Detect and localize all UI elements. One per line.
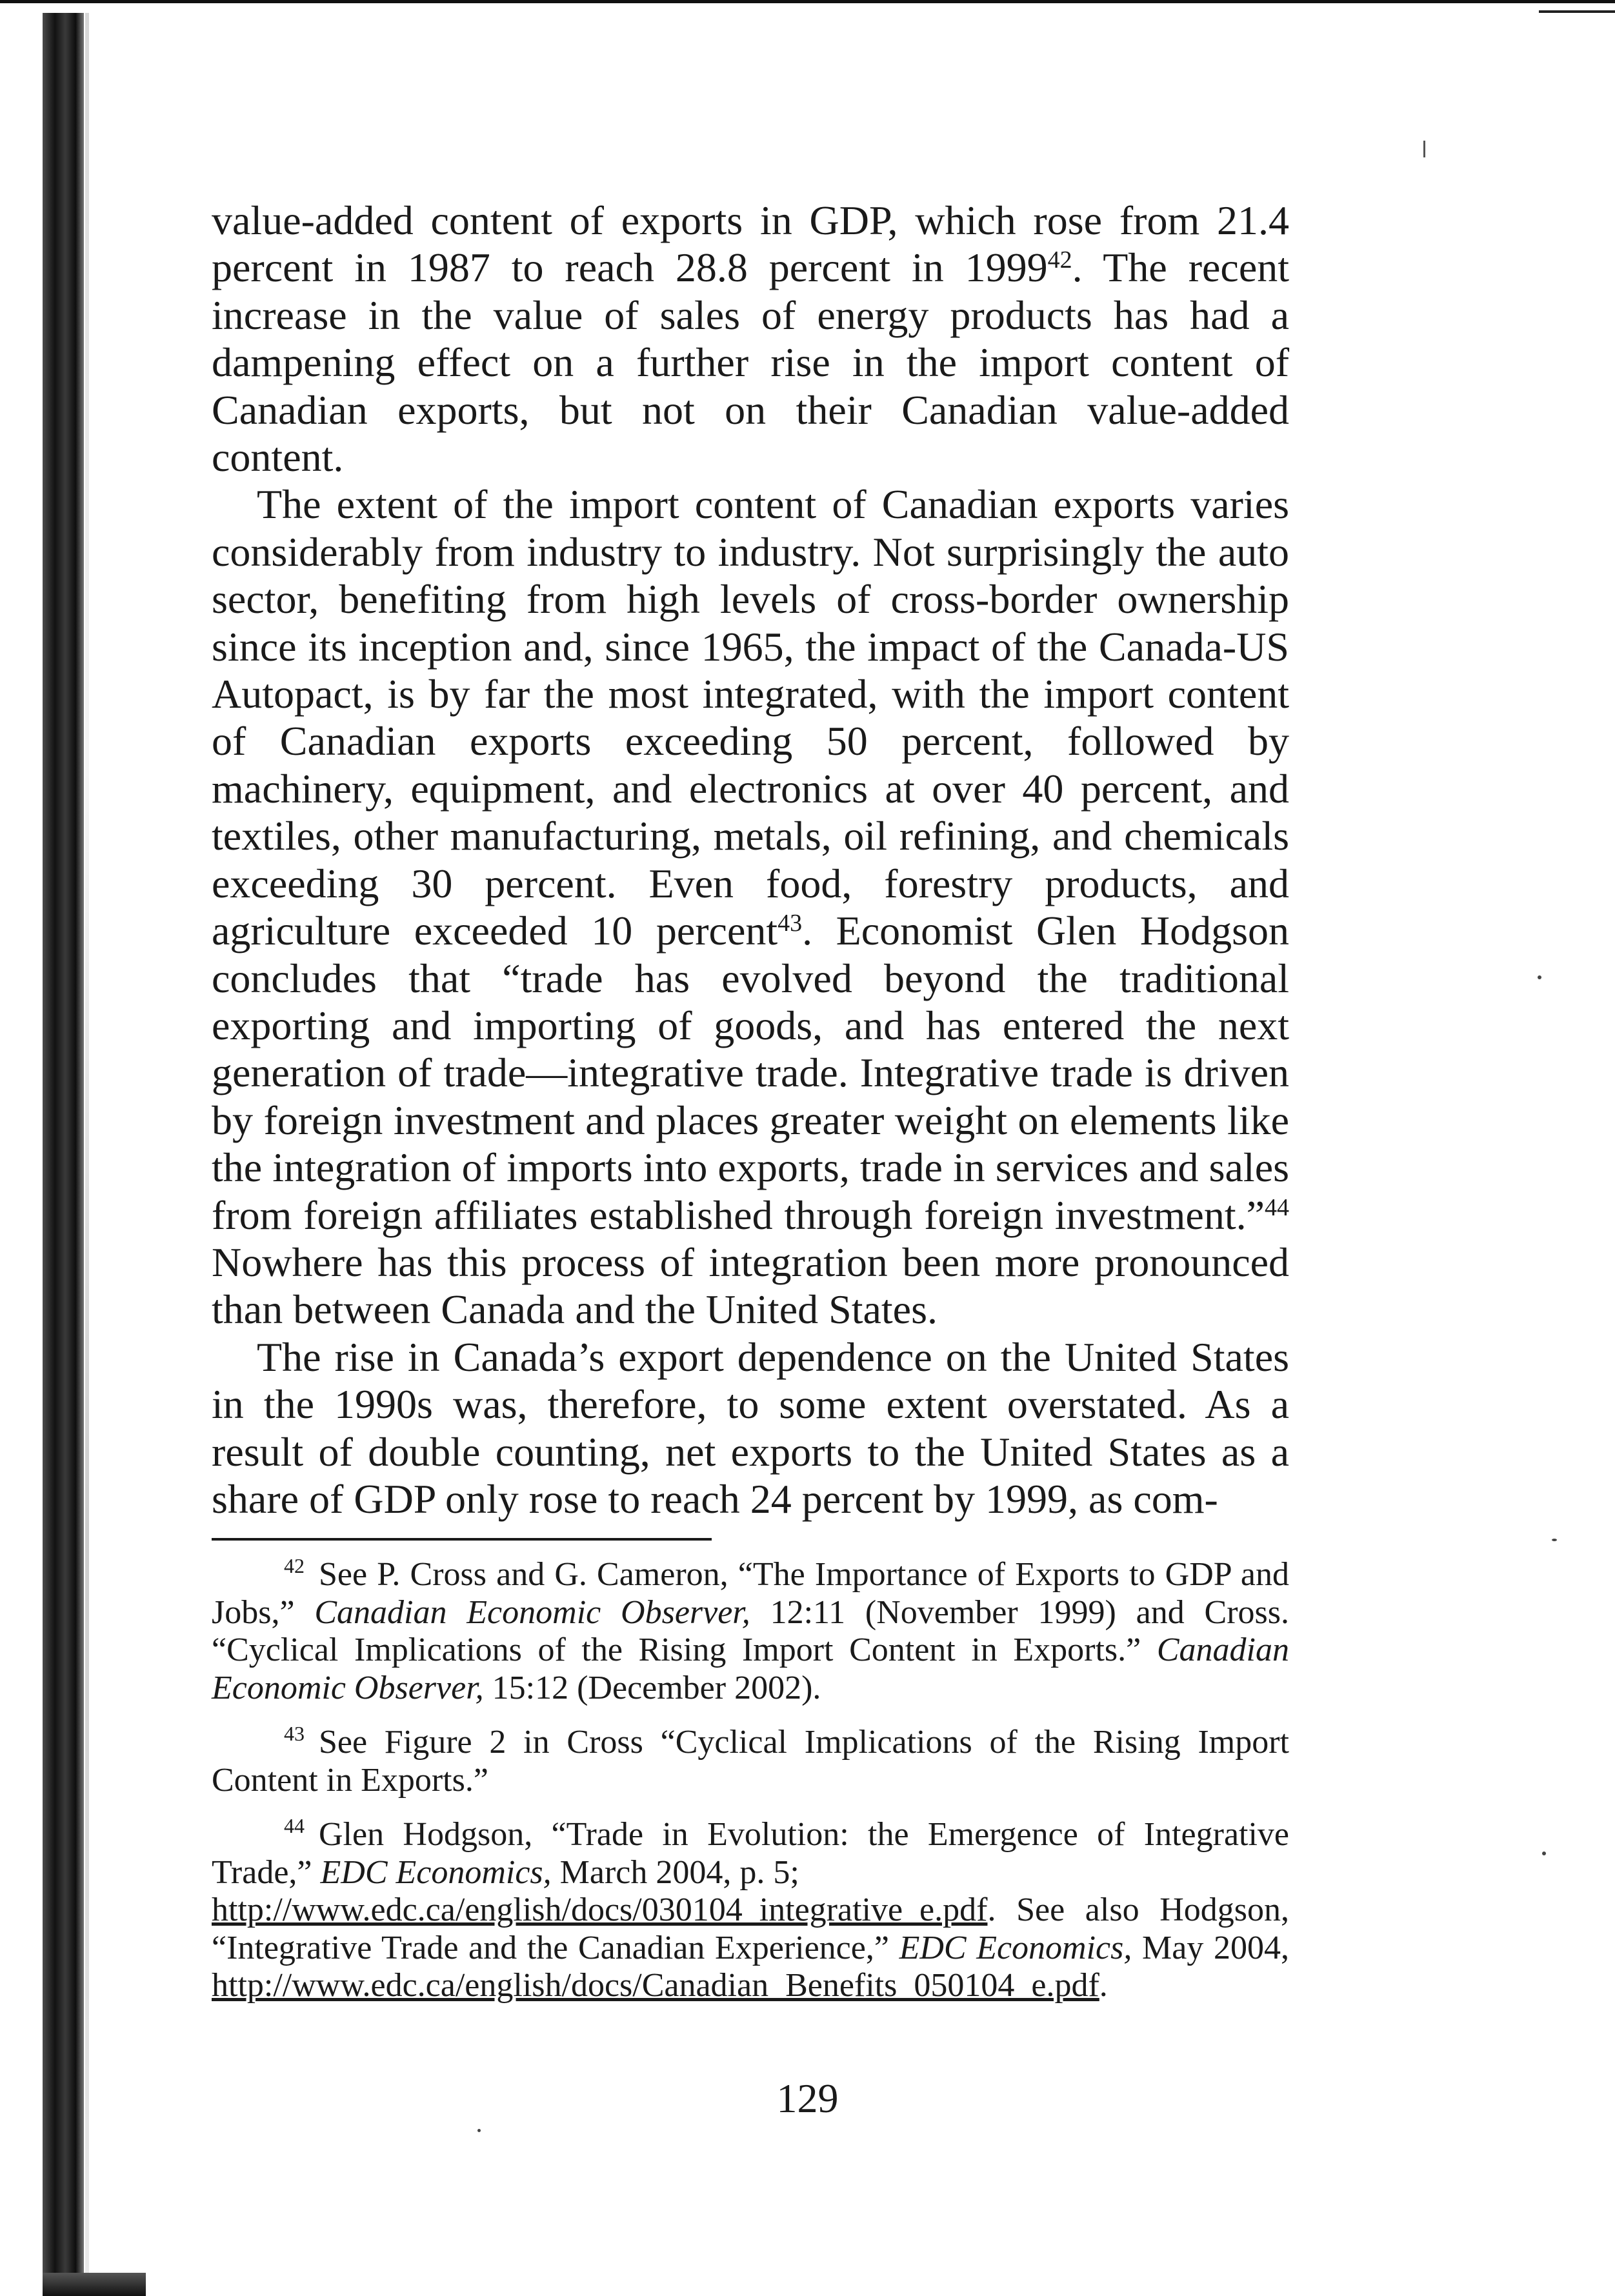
footnote-number: 42: [284, 1553, 305, 1577]
scan-top-right-mark: [1539, 10, 1615, 13]
footnote-44: $^{44}$ Glen Hodgson, “Trade in Evolution: the Emergence of Integrative Trade,” EDC Economics, March 2004, p. 5; http://www.edc.ca/english/docs/030104_integrative_e.pdf. See also Hodgson, “Integrative Trade and the Canadian Experience,” EDC Economics, May 2004, http://www.edc.ca/english/docs/Canadian_Benefits_050104_e.pdf.: [212, 1813, 1289, 2004]
footnote-43: $^{43}$ See Figure 2 in Cross “Cyclical Implications of the Rising Import Content in Exports.”: [212, 1721, 1289, 1799]
footnote-number: 43: [284, 1721, 305, 1745]
page-number: 129: [776, 2075, 839, 2121]
journal-title: Canadian Economic Observer,: [212, 1632, 1289, 1706]
book-binding-shadow: [43, 13, 84, 2296]
footnote-link[interactable]: http://www.edc.ca/english/docs/030104_integrative_e.pdf: [212, 1892, 988, 1928]
scan-speck: [1552, 1539, 1557, 1541]
body-paragraph: The rise in Canada’s export dependence on the United States in the 1990s was, therefore, to some extent overstated. As a result of double counting, net exports to the United States as a share of GDP only rose to reach 24 percent by 1999, as com-: [212, 1333, 1289, 1522]
scan-top-edge: [0, 0, 1615, 3]
journal-title: EDC Economics,: [320, 1853, 552, 1891]
footnote-link[interactable]: http://www.edc.ca/english/docs/Canadian_Benefits_050104_e.pdf: [212, 1967, 1099, 2004]
body-paragraph: value-added content of exports in GDP, which rose from 21.4 percent in 1987 to reach 28.8 percent in 1999$^{42}$. The recent increase in the value of sales of energy products has had a dampening effect on a further rise in the import content of Canadian exports, but not on their Canadian value-added content.: [212, 197, 1290, 481]
footnote-ref[interactable]: 44: [1265, 1193, 1289, 1221]
footnote-separator: [212, 1538, 712, 1541]
footnote-ref[interactable]: 42: [1047, 246, 1072, 274]
body-paragraph: The extent of the import content of Canadian exports varies considerably from industry to industry. Not surprisingly the auto sector, benefiting from high levels of cross-border ownership since its inception and, since 1965, the impact of the Canada-US Autopact, is by far the most integrated, with the import content of Canadian exports exceeding 50 percent, followed by machinery, equipment, and electronics at over 40 percent, and textiles, other manufacturing, metals, oil refining, and chemicals exceeding 30 percent. Even food, forestry products, and agriculture exceeded 10 percent$^{43}$. Economist Glen Hodgson concludes that “trade has evolved beyond the traditional exporting and importing of goods, and has entered the next generation of trade—integrative trade. Integrative trade is driven by foreign investment and places greater weight on elements like the integration of imports into exports, trade in services and sales from foreign affiliates established through foreign investment.”$^{44}$ Nowhere has this process of integration been more pronounced than between Canada and the United States.: [212, 481, 1289, 1333]
footnote-42: $^{42}$ See P. Cross and G. Cameron, “The Importance of Exports to GDP and Jobs,” Canadian Economic Observer, 12:11 (November 1999) and Cross. “Cyclical Implications of the Rising Import Content in Exports.” Canadian Economic Observer, 15:12 (December 2002).: [212, 1553, 1289, 1706]
footnotes: [212, 1553, 1289, 2022]
scan-speck: [1542, 1852, 1546, 1855]
footnote-number: 44: [284, 1813, 305, 1837]
journal-title: Canadian Economic Observer,: [314, 1593, 750, 1631]
scan-mark: [1423, 141, 1425, 157]
main-text: [212, 197, 1289, 1522]
scan-speck: [1538, 975, 1541, 979]
footnote-ref[interactable]: 43: [777, 910, 803, 937]
journal-title: EDC Economics,: [899, 1929, 1132, 1966]
book-binding-foot: [43, 2273, 146, 2296]
scan-speck: [477, 2129, 481, 2132]
